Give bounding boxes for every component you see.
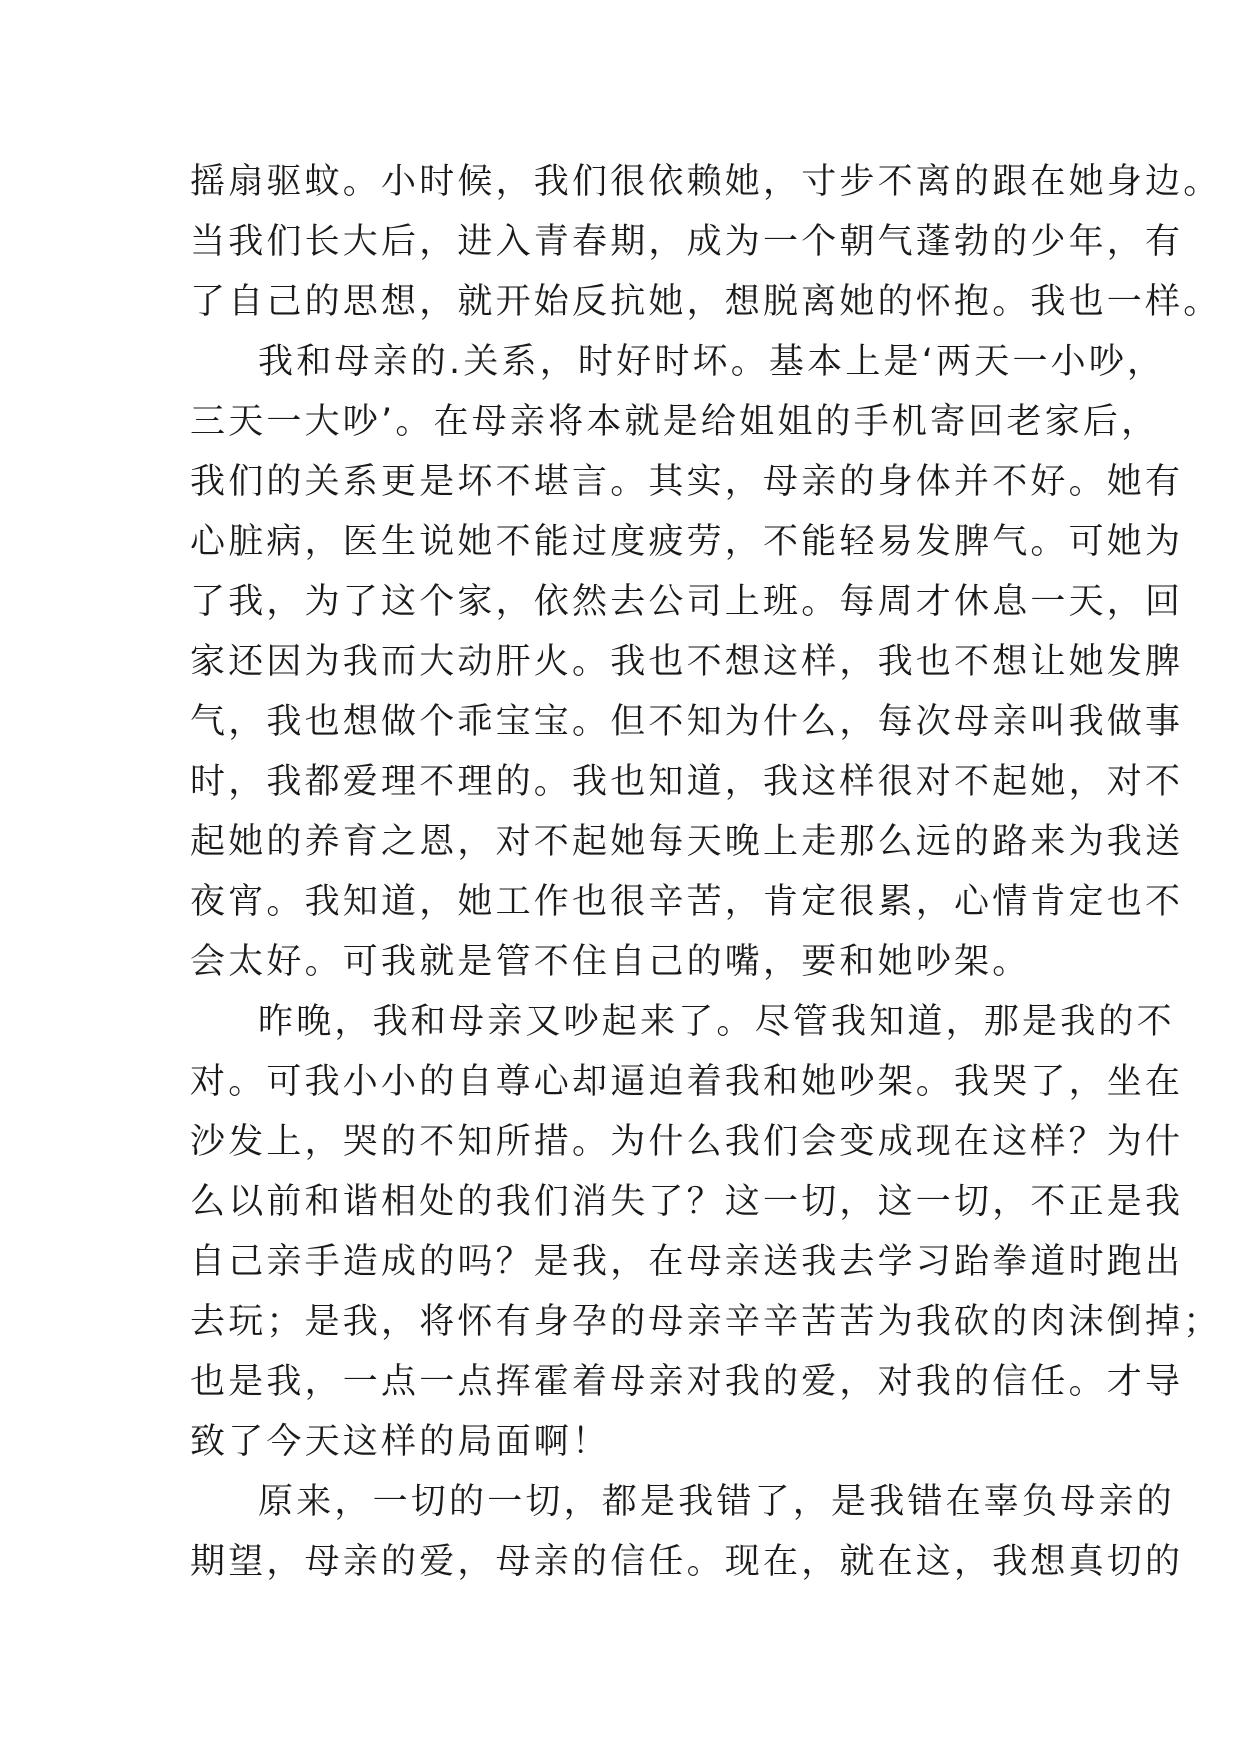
text-line: 我们的关系更是坏不堪言。其实，母亲的身体并不好。她有: [190, 462, 1184, 502]
text-line: 了我，为了这个家，依然去公司上班。每周才休息一天，回: [190, 582, 1184, 622]
text-line: 摇扇驱蚊。小时候，我们很依赖她，寸步不离的跟在她身边。: [190, 162, 1222, 202]
text-line: 会太好。可我就是管不住自己的嘴，要和她吵架。: [190, 942, 1031, 982]
text-line: 期望，母亲的爱，母亲的信任。现在，就在这，我想真切的: [190, 1542, 1184, 1582]
text-line: 当我们长大后，进入青春期，成为一个朝气蓬勃的少年，有: [190, 222, 1184, 262]
essay-body: [190, 152, 1222, 1592]
text-line: 时，我都爱理不理的。我也知道，我这样很对不起她，对不: [190, 762, 1184, 802]
text-line: 沙发上，哭的不知所措。为什么我们会变成现在这样？为什: [190, 1122, 1184, 1162]
text-line: 么以前和谐相处的我们消失了？这一切，这一切，不正是我: [190, 1182, 1184, 1222]
text-line: 气，我也想做个乖宝宝。但不知为什么，每次母亲叫我做事: [190, 702, 1184, 742]
text-line: 也是我，一点一点挥霍着母亲对我的爱，对我的信任。才导: [190, 1362, 1184, 1402]
paragraph-start-line: 我和母亲的.关系，时好时坏。基本上是‘两天一小吵，: [258, 342, 1166, 382]
text-line: 去玩；是我，将怀有身孕的母亲辛辛苦苦为我砍的肉沫倒掉；: [190, 1302, 1222, 1342]
text-line: 家还因为我而大动肝火。我也不想这样，我也不想让她发脾: [190, 642, 1184, 682]
text-line: 自己亲手造成的吗？是我，在母亲送我去学习跆拳道时跑出: [190, 1242, 1184, 1282]
text-line: 夜宵。我知道，她工作也很辛苦，肯定很累，心情肯定也不: [190, 882, 1184, 922]
text-line: 三天一大吵’。在母亲将本就是给姐姐的手机寄回老家后，: [190, 402, 1160, 442]
text-line: 起她的养育之恩，对不起她每天晚上走那么远的路来为我送: [190, 822, 1184, 862]
paragraph-start-line: 昨晚，我和母亲又吵起来了。尽管我知道，那是我的不: [258, 1002, 1175, 1042]
text-line: 致了今天这样的局面啊！: [190, 1422, 611, 1462]
text-line: 心脏病，医生说她不能过度疲劳，不能轻易发脾气。可她为: [190, 522, 1184, 562]
paragraph-start-line: 原来，一切的一切，都是我错了，是我错在辜负母亲的: [258, 1482, 1175, 1522]
text-line: 对。可我小小的自尊心却逼迫着我和她吵架。我哭了，坐在: [190, 1062, 1184, 1102]
text-line: 了自己的思想，就开始反抗她，想脱离她的怀抱。我也一样。: [190, 282, 1222, 322]
